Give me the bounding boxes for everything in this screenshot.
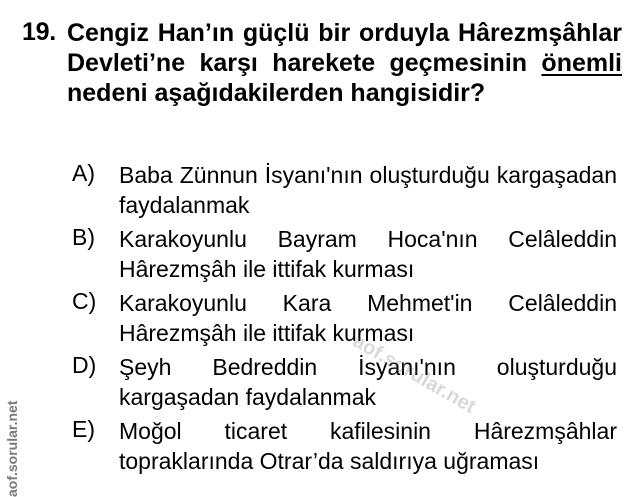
question-stem (67, 18, 622, 108)
option-c[interactable] (72, 286, 617, 350)
question-stem-underlined: önemli (541, 49, 622, 77)
option-letter: C) (72, 288, 97, 314)
option-text: Baba Zünnun İsyanı'nın oluşturduğu kargaşadan faydalanmak (119, 162, 617, 218)
question-stem-text-1: Cengiz Han’ın güçlü bir orduyla Hârezmşâhlar Devleti’ne karşı harekete geçmesinin (67, 19, 622, 77)
option-letter: B) (72, 224, 95, 250)
question-stem-text-2: nedeni aşağıdakilerden hangisidir? (67, 79, 486, 107)
watermark-side: aof.sorular.net (4, 400, 20, 497)
option-b[interactable] (72, 222, 617, 286)
option-text: Moğol ticaret kafilesinin Hârezmşâhlar topraklarında Otrar’da saldırıya uğraması (119, 418, 617, 474)
option-a[interactable] (72, 158, 617, 222)
answer-options (72, 158, 617, 478)
option-letter: A) (72, 160, 95, 186)
option-d[interactable] (72, 350, 617, 414)
option-e[interactable] (72, 414, 617, 478)
option-letter: D) (72, 352, 97, 378)
option-letter: E) (72, 416, 95, 442)
question-number: 19. (22, 18, 56, 46)
watermark-center: aof.sorular.net (349, 330, 480, 418)
option-text: Şeyh Bedreddin İsyanı'nın oluşturduğu kargaşadan faydalanmak (119, 354, 617, 410)
option-text: Karakoyunlu Kara Mehmet'in Celâleddin Hârezmşâh ile ittifak kurması (119, 290, 617, 346)
option-text: Karakoyunlu Bayram Hoca'nın Celâleddin Hârezmşâh ile ittifak kurması (119, 226, 617, 282)
